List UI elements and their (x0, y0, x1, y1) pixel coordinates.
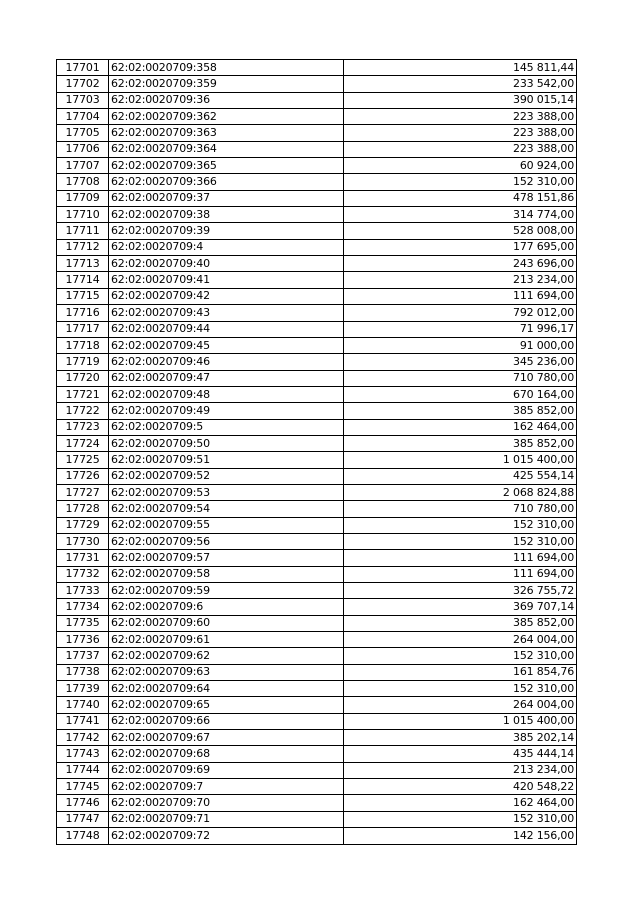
cadastral-value-table (56, 59, 577, 845)
row-number-cell: 17720 (57, 370, 109, 386)
cadastral-value-cell: 145 811,44 (344, 60, 577, 76)
cadastral-value-cell: 91 000,00 (344, 337, 577, 353)
table-row (57, 779, 577, 795)
table-row (57, 419, 577, 435)
row-number-cell: 17719 (57, 354, 109, 370)
table-row (57, 730, 577, 746)
row-number-cell: 17713 (57, 256, 109, 272)
table-row (57, 632, 577, 648)
table-row (57, 762, 577, 778)
cadastral-number-cell: 62:02:0020709:40 (109, 256, 344, 272)
row-number-cell: 17741 (57, 713, 109, 729)
row-number-cell: 17703 (57, 92, 109, 108)
table-row (57, 484, 577, 500)
cadastral-value-cell: 264 004,00 (344, 632, 577, 648)
cadastral-number-cell: 62:02:0020709:36 (109, 92, 344, 108)
cadastral-value-cell: 385 852,00 (344, 435, 577, 451)
cadastral-number-cell: 62:02:0020709:363 (109, 125, 344, 141)
row-number-cell: 17714 (57, 272, 109, 288)
cadastral-value-cell: 670 164,00 (344, 386, 577, 402)
table-row (57, 174, 577, 190)
row-number-cell: 17708 (57, 174, 109, 190)
cadastral-number-cell: 62:02:0020709:6 (109, 599, 344, 615)
cadastral-number-cell: 62:02:0020709:48 (109, 386, 344, 402)
cadastral-number-cell: 62:02:0020709:51 (109, 452, 344, 468)
table-row (57, 223, 577, 239)
row-number-cell: 17705 (57, 125, 109, 141)
table-row (57, 811, 577, 827)
table-row (57, 60, 577, 76)
table-row (57, 158, 577, 174)
table-row (57, 566, 577, 582)
row-number-cell: 17732 (57, 566, 109, 582)
cadastral-number-cell: 62:02:0020709:4 (109, 239, 344, 255)
table-row (57, 795, 577, 811)
table-row (57, 190, 577, 206)
cadastral-value-cell: 792 012,00 (344, 305, 577, 321)
row-number-cell: 17730 (57, 533, 109, 549)
cadastral-number-cell: 62:02:0020709:43 (109, 305, 344, 321)
cadastral-number-cell: 62:02:0020709:69 (109, 762, 344, 778)
cadastral-value-cell: 435 444,14 (344, 746, 577, 762)
table-row (57, 76, 577, 92)
cadastral-value-cell: 1 015 400,00 (344, 713, 577, 729)
row-number-cell: 17731 (57, 550, 109, 566)
row-number-cell: 17711 (57, 223, 109, 239)
table-row (57, 288, 577, 304)
table-row (57, 305, 577, 321)
row-number-cell: 17726 (57, 468, 109, 484)
table-row (57, 664, 577, 680)
cadastral-value-cell: 710 780,00 (344, 370, 577, 386)
table-row (57, 256, 577, 272)
cadastral-number-cell: 62:02:0020709:364 (109, 141, 344, 157)
cadastral-value-cell: 71 996,17 (344, 321, 577, 337)
row-number-cell: 17729 (57, 517, 109, 533)
row-number-cell: 17709 (57, 190, 109, 206)
cadastral-number-cell: 62:02:0020709:47 (109, 370, 344, 386)
table-row (57, 599, 577, 615)
cadastral-value-cell: 223 388,00 (344, 109, 577, 125)
cadastral-number-cell: 62:02:0020709:63 (109, 664, 344, 680)
cadastral-number-cell: 62:02:0020709:56 (109, 533, 344, 549)
cadastral-value-cell: 152 310,00 (344, 174, 577, 190)
table-row (57, 272, 577, 288)
row-number-cell: 17710 (57, 207, 109, 223)
row-number-cell: 17722 (57, 403, 109, 419)
table-row (57, 681, 577, 697)
cadastral-number-cell: 62:02:0020709:64 (109, 681, 344, 697)
row-number-cell: 17723 (57, 419, 109, 435)
cadastral-value-cell: 152 310,00 (344, 811, 577, 827)
row-number-cell: 17739 (57, 681, 109, 697)
cadastral-value-cell: 390 015,14 (344, 92, 577, 108)
cadastral-number-cell: 62:02:0020709:39 (109, 223, 344, 239)
row-number-cell: 17718 (57, 337, 109, 353)
table-row (57, 697, 577, 713)
table-row (57, 109, 577, 125)
row-number-cell: 17745 (57, 779, 109, 795)
cadastral-number-cell: 62:02:0020709:59 (109, 583, 344, 599)
cadastral-value-cell: 710 780,00 (344, 501, 577, 517)
cadastral-value-cell: 60 924,00 (344, 158, 577, 174)
table-row (57, 533, 577, 549)
row-number-cell: 17721 (57, 386, 109, 402)
cadastral-number-cell: 62:02:0020709:46 (109, 354, 344, 370)
row-number-cell: 17747 (57, 811, 109, 827)
cadastral-value-cell: 111 694,00 (344, 550, 577, 566)
table-row (57, 92, 577, 108)
cadastral-value-cell: 385 202,14 (344, 730, 577, 746)
cadastral-number-cell: 62:02:0020709:60 (109, 615, 344, 631)
table-row (57, 125, 577, 141)
cadastral-number-cell: 62:02:0020709:44 (109, 321, 344, 337)
cadastral-number-cell: 62:02:0020709:72 (109, 828, 344, 844)
row-number-cell: 17743 (57, 746, 109, 762)
table-row (57, 648, 577, 664)
table-row (57, 501, 577, 517)
table-row (57, 141, 577, 157)
cadastral-number-cell: 62:02:0020709:7 (109, 779, 344, 795)
cadastral-value-cell: 152 310,00 (344, 517, 577, 533)
table-row (57, 386, 577, 402)
table-row (57, 452, 577, 468)
cadastral-number-cell: 62:02:0020709:366 (109, 174, 344, 190)
cadastral-value-cell: 425 554,14 (344, 468, 577, 484)
cadastral-number-cell: 62:02:0020709:70 (109, 795, 344, 811)
cadastral-value-cell: 142 156,00 (344, 828, 577, 844)
cadastral-number-cell: 62:02:0020709:38 (109, 207, 344, 223)
table-row (57, 828, 577, 844)
cadastral-number-cell: 62:02:0020709:5 (109, 419, 344, 435)
cadastral-number-cell: 62:02:0020709:37 (109, 190, 344, 206)
cadastral-value-cell: 213 234,00 (344, 272, 577, 288)
cadastral-value-cell: 213 234,00 (344, 762, 577, 778)
row-number-cell: 17742 (57, 730, 109, 746)
cadastral-number-cell: 62:02:0020709:49 (109, 403, 344, 419)
table-row (57, 337, 577, 353)
table-row (57, 550, 577, 566)
cadastral-value-cell: 420 548,22 (344, 779, 577, 795)
cadastral-number-cell: 62:02:0020709:66 (109, 713, 344, 729)
cadastral-number-cell: 62:02:0020709:65 (109, 697, 344, 713)
cadastral-value-cell: 152 310,00 (344, 533, 577, 549)
row-number-cell: 17712 (57, 239, 109, 255)
cadastral-number-cell: 62:02:0020709:57 (109, 550, 344, 566)
table-row (57, 615, 577, 631)
cadastral-value-cell: 528 008,00 (344, 223, 577, 239)
row-number-cell: 17715 (57, 288, 109, 304)
cadastral-value-cell: 243 696,00 (344, 256, 577, 272)
cadastral-value-cell: 161 854,76 (344, 664, 577, 680)
cadastral-number-cell: 62:02:0020709:362 (109, 109, 344, 125)
cadastral-number-cell: 62:02:0020709:68 (109, 746, 344, 762)
cadastral-number-cell: 62:02:0020709:54 (109, 501, 344, 517)
row-number-cell: 17704 (57, 109, 109, 125)
row-number-cell: 17746 (57, 795, 109, 811)
row-number-cell: 17707 (57, 158, 109, 174)
cadastral-number-cell: 62:02:0020709:58 (109, 566, 344, 582)
table-row (57, 239, 577, 255)
row-number-cell: 17725 (57, 452, 109, 468)
table-row (57, 403, 577, 419)
row-number-cell: 17727 (57, 484, 109, 500)
cadastral-value-cell: 111 694,00 (344, 566, 577, 582)
cadastral-value-cell: 162 464,00 (344, 795, 577, 811)
cadastral-number-cell: 62:02:0020709:67 (109, 730, 344, 746)
row-number-cell: 17702 (57, 76, 109, 92)
cadastral-value-cell: 478 151,86 (344, 190, 577, 206)
cadastral-value-cell: 314 774,00 (344, 207, 577, 223)
cadastral-value-cell: 162 464,00 (344, 419, 577, 435)
cadastral-number-cell: 62:02:0020709:55 (109, 517, 344, 533)
cadastral-number-cell: 62:02:0020709:62 (109, 648, 344, 664)
cadastral-number-cell: 62:02:0020709:52 (109, 468, 344, 484)
table-row (57, 517, 577, 533)
row-number-cell: 17717 (57, 321, 109, 337)
cadastral-value-cell: 223 388,00 (344, 141, 577, 157)
cadastral-value-cell: 1 015 400,00 (344, 452, 577, 468)
row-number-cell: 17748 (57, 828, 109, 844)
cadastral-value-cell: 385 852,00 (344, 403, 577, 419)
cadastral-number-cell: 62:02:0020709:71 (109, 811, 344, 827)
table-row (57, 713, 577, 729)
document-page (56, 59, 577, 845)
cadastral-number-cell: 62:02:0020709:61 (109, 632, 344, 648)
cadastral-value-cell: 345 236,00 (344, 354, 577, 370)
cadastral-number-cell: 62:02:0020709:359 (109, 76, 344, 92)
cadastral-value-cell: 152 310,00 (344, 648, 577, 664)
row-number-cell: 17728 (57, 501, 109, 517)
table-row (57, 435, 577, 451)
cadastral-value-cell: 233 542,00 (344, 76, 577, 92)
cadastral-number-cell: 62:02:0020709:53 (109, 484, 344, 500)
row-number-cell: 17737 (57, 648, 109, 664)
cadastral-value-cell: 223 388,00 (344, 125, 577, 141)
cadastral-value-cell: 369 707,14 (344, 599, 577, 615)
row-number-cell: 17716 (57, 305, 109, 321)
cadastral-value-cell: 2 068 824,88 (344, 484, 577, 500)
cadastral-value-cell: 264 004,00 (344, 697, 577, 713)
cadastral-number-cell: 62:02:0020709:41 (109, 272, 344, 288)
row-number-cell: 17740 (57, 697, 109, 713)
row-number-cell: 17701 (57, 60, 109, 76)
row-number-cell: 17736 (57, 632, 109, 648)
row-number-cell: 17744 (57, 762, 109, 778)
row-number-cell: 17735 (57, 615, 109, 631)
table-row (57, 746, 577, 762)
row-number-cell: 17724 (57, 435, 109, 451)
cadastral-value-cell: 385 852,00 (344, 615, 577, 631)
cadastral-number-cell: 62:02:0020709:45 (109, 337, 344, 353)
cadastral-number-cell: 62:02:0020709:50 (109, 435, 344, 451)
table-row (57, 321, 577, 337)
cadastral-number-cell: 62:02:0020709:365 (109, 158, 344, 174)
row-number-cell: 17734 (57, 599, 109, 615)
cadastral-value-cell: 152 310,00 (344, 681, 577, 697)
row-number-cell: 17706 (57, 141, 109, 157)
row-number-cell: 17733 (57, 583, 109, 599)
table-row (57, 583, 577, 599)
table-row (57, 207, 577, 223)
table-row (57, 354, 577, 370)
table-row (57, 370, 577, 386)
row-number-cell: 17738 (57, 664, 109, 680)
cadastral-value-cell: 326 755,72 (344, 583, 577, 599)
table-body (57, 60, 577, 845)
cadastral-value-cell: 111 694,00 (344, 288, 577, 304)
cadastral-number-cell: 62:02:0020709:42 (109, 288, 344, 304)
cadastral-number-cell: 62:02:0020709:358 (109, 60, 344, 76)
table-row (57, 468, 577, 484)
cadastral-value-cell: 177 695,00 (344, 239, 577, 255)
